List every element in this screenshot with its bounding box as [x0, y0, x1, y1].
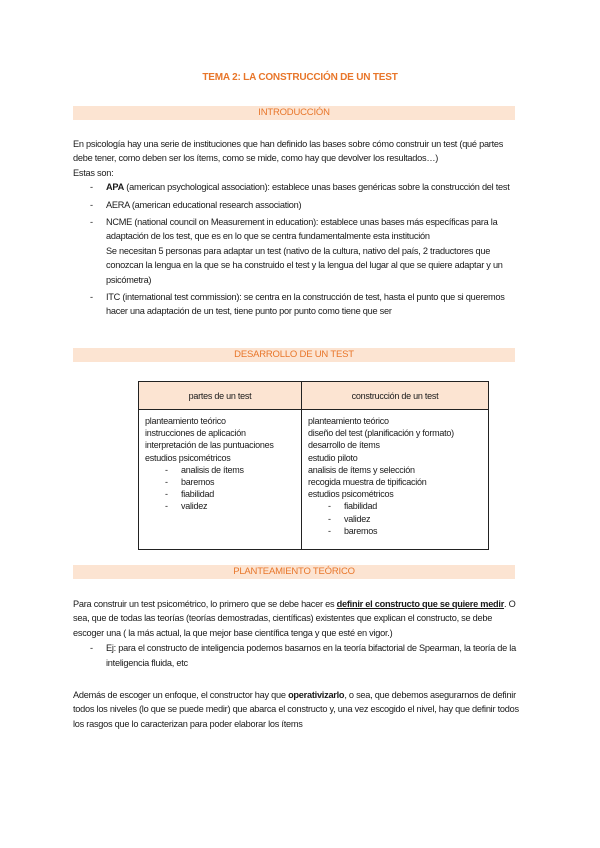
- bullet-dash: -: [90, 217, 93, 228]
- operativizar-paragraph: Además de escoger un enfoque, el constructor hay que operativizarlo, o sea, que debemos asegurarnos de definir todos los niveles (lo que se puede medir) que abarca el constructo y, una vez escogido el nivel, hay que definir todos los rasgos que lo caracterizan para poder elaborar los ítems: [73, 690, 519, 729]
- table-item: estudios psicométricos: [308, 489, 394, 500]
- bullet-dash: -: [90, 182, 93, 193]
- table-subitem: - fiabilidad: [328, 501, 378, 512]
- table-subitem: - analisis de ítems: [165, 464, 244, 475]
- ncme-extra: Se necesitan 5 personas para adaptar un test (nativo de la cultura, nativo del país, 2 traductores que conozcan la lengua en la que se ha construido el test y la lengua del lugar al que se quiere adaptar y un psicómetra): [106, 245, 503, 285]
- example-text: Ej: para el constructo de inteligencia podemos basarnos en la teoría bifactorial de Spearman, la teoría de la inteligencia fluida, etc: [106, 643, 516, 668]
- intro-body: [73, 137, 521, 319]
- planteamiento-paragraph: Para construir un test psicométrico, lo primero que se debe hacer es definir el constructo que se quiere medir. O sea, que de todas las teorías (teorías demostradas, científicas) existentes que explican el constructo, se debe escoger una ( la más actual, la que mejor base científica tenga y que esté en vigor.): [73, 599, 516, 638]
- intro-lead: Estas son:: [73, 167, 114, 178]
- ncme-text: NCME (national council on Measurement in education): establece unas bases más específicas para la adaptación de los test, que es en lo que se centra fundamentalmente esta institución: [106, 217, 498, 242]
- table-item: diseño del test (planificación y formato): [308, 428, 454, 439]
- section-heading-introduccion: INTRODUCCIÓN: [73, 106, 515, 120]
- table-cell-construccion: [302, 410, 489, 550]
- table-subitem: - baremos: [165, 477, 215, 488]
- bullet-dash: -: [90, 643, 93, 654]
- table-subitem: - validez: [328, 513, 371, 524]
- table-header-partes: partes de un test: [139, 382, 302, 410]
- aera-text: AERA (american educational research association): [106, 199, 302, 210]
- table-item: interpretación de las puntuaciones: [145, 440, 274, 451]
- table-subitem: - validez: [165, 501, 208, 512]
- constructo-emphasis: definir el constructo que se quiere medir: [336, 599, 505, 609]
- section-heading-planteamiento: PLANTEAMIENTO TEÓRICO: [73, 565, 515, 579]
- bullet-dash: -: [90, 199, 93, 210]
- table-item: recogida muestra de tipificación: [308, 477, 427, 488]
- operativizarlo-emphasis: operativizarlo: [288, 690, 345, 701]
- planteamiento-body: [73, 597, 521, 731]
- table-item: desarrollo de ítems: [308, 440, 380, 451]
- list-item-aera: [73, 198, 521, 212]
- table-cell-partes: [139, 410, 302, 550]
- test-table: [138, 381, 489, 550]
- table-item: planteamiento teórico: [145, 416, 226, 426]
- table-item: estudios psicométricos: [145, 452, 231, 463]
- table-item: analisis de ítems y selección: [308, 464, 415, 475]
- list-item-apa: [73, 180, 521, 194]
- list-item-example: [73, 641, 521, 670]
- list-item-ncme: [73, 215, 521, 244]
- itc-text: ITC (international test commission): se centra en la construcción de test, hasta el punto que si queremos hacer una adaptación de un test, tiene punto por punto como tiene que ser: [106, 292, 505, 317]
- table-item: estudio piloto: [308, 452, 358, 463]
- bullet-dash: -: [90, 292, 93, 303]
- table-subitem: - baremos: [328, 525, 378, 536]
- apa-label: APA: [106, 182, 124, 193]
- table-header-construccion: construcción de un test: [302, 382, 489, 410]
- table-subitem: - fiabilidad: [165, 489, 215, 500]
- table-item: planteamiento teórico: [308, 416, 389, 426]
- section-heading-desarrollo: DESARROLLO DE UN TEST: [73, 348, 515, 362]
- page-title: TEMA 2: LA CONSTRUCCIÓN DE UN TEST: [202, 72, 398, 83]
- list-item-itc: [73, 290, 521, 319]
- apa-text: (american psychological association): establece unas bases genéricas sobre la construcción del test: [123, 182, 510, 193]
- intro-paragraph: En psicología hay una serie de instituciones que han definido las bases sobre cómo construir un test (qué partes debe tener, como deben ser los ítems, como se mide, como hay que devolver los resultados…): [73, 139, 504, 164]
- table-item: instrucciones de aplicación: [145, 428, 246, 439]
